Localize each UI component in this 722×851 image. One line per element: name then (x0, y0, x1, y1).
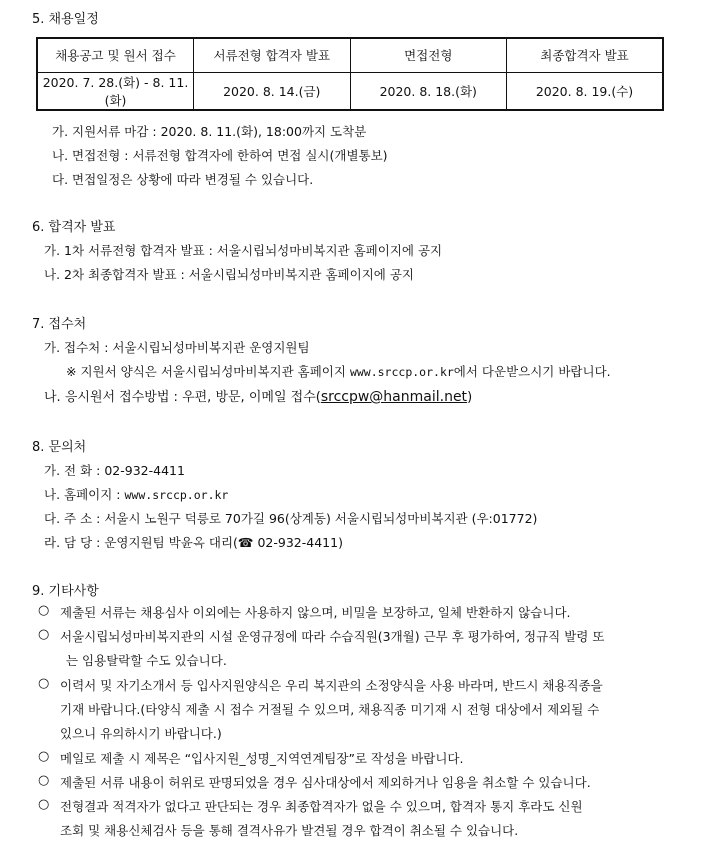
schedule-header-cell: 서류전형 합격자 발표 (194, 38, 351, 72)
s9-item-line: 제출된 서류는 채용심사 이외에는 사용하지 않으며, 비밀을 보장하고, 일체 반환하지 않습니다. (60, 605, 571, 620)
s9-item-line: 전형결과 적격자가 없다고 판단되는 경우 최종합격자가 없을 수 있으며, 합격자 통지 후라도 신원 (60, 799, 583, 814)
section-5-title: 5. 채용일정 (32, 12, 99, 27)
s8-phone-row (44, 461, 185, 479)
bullet-circle-icon: ○ (38, 749, 50, 764)
phone-label: 가. 전 화 : (44, 463, 101, 478)
address-value: 서울시 노원구 덕릉로 70가길 96(상계동) 서울시립뇌성마비복지관 (우:01772) (104, 511, 538, 526)
contact-phone: 02-932-4411) (257, 535, 343, 550)
phone-icon: ☎ (237, 535, 254, 550)
section-8-title: 8. 문의처 (32, 440, 87, 455)
section-6-title: 6. 합격자 발표 (32, 220, 116, 235)
s9-item (60, 601, 678, 625)
bullet-circle-icon: ○ (38, 797, 50, 812)
s9-item-line: 메일로 제출 시 제목은 “입사지원_성명_지역연계팀장”로 작성을 바랍니다. (60, 751, 464, 766)
s9-item (60, 625, 678, 673)
s9-item-line: 는 임용탈락할 수도 있습니다. (66, 653, 227, 668)
s6-item: 가. 1차 서류전형 합격자 발표 : 서울시립뇌성마비복지관 홈페이지에 공지 (44, 243, 443, 258)
schedule-header-row (37, 38, 663, 72)
schedule-value-row (37, 72, 663, 110)
note-text: ※ 지원서 양식은 서울시립뇌성마비복지관 홈페이지 (66, 364, 346, 379)
bullet-circle-icon: ○ (38, 676, 50, 691)
s9-item (60, 771, 678, 795)
schedule-header-cell: 최종합격자 발표 (507, 38, 664, 72)
section-9-title: 9. 기타사항 (32, 584, 99, 599)
address-label: 다. 주 소 : (44, 511, 101, 526)
s9-item-line: 서울시립뇌성마비복지관의 시설 운영규정에 따라 수습직원(3개월) 근무 후 평가하여, 정규직 발령 또 (60, 629, 605, 644)
s9-item-line: 조회 및 채용신체검사 등을 통해 결격사유가 발견될 경우 합격이 취소될 수 있습니다. (60, 823, 519, 838)
schedule-header-cell: 채용공고 및 원서 접수 (37, 38, 194, 72)
s9-item-line: 제출된 서류 내용이 허위로 판명되었을 경우 심사대상에서 제외하거나 임용을 취소할 수 있습니다. (60, 775, 591, 790)
schedule-header-cell: 면접전형 (350, 38, 507, 72)
s9-item-line: 있으니 유의하시기 바랍니다.) (60, 726, 222, 741)
contact-person: 운영지원팀 박윤옥 대리( (104, 535, 238, 550)
s9-item (60, 674, 678, 746)
email-link[interactable]: srccpw@hanmail.net (320, 389, 468, 405)
homepage-url[interactable]: www.srccp.or.kr (124, 488, 229, 502)
s5-note: 나. 면접전형 : 서류전형 합격자에 한하여 면접 실시(개별통보) (52, 148, 388, 163)
section-7-title: 7. 접수처 (32, 317, 87, 332)
schedule-value-cell: 2020. 7. 28.(화) - 8. 11.(화) (37, 72, 194, 110)
s9-item-line: 이력서 및 자기소개서 등 입사지원양식은 우리 복지관의 소정양식을 사용 바라며, 반드시 채용직종을 (60, 678, 603, 693)
phone-value: 02-932-4411 (104, 463, 185, 478)
note-text: 에서 다운받으시기 바랍니다. (453, 364, 611, 379)
s8-address-row (44, 509, 537, 527)
s8-contact-row (44, 533, 343, 551)
submit-method-text: ) (467, 390, 473, 405)
s7-form-note (66, 362, 611, 380)
bullet-circle-icon: ○ (38, 603, 50, 618)
homepage-label: 나. 홈페이지 : (44, 487, 121, 502)
s9-item (60, 795, 678, 843)
s7-item-2 (44, 386, 472, 405)
contact-label: 라. 담 당 : (44, 535, 101, 550)
s9-item (60, 747, 678, 771)
s8-homepage-row (44, 485, 228, 503)
submit-method-text: 나. 응시원서 접수방법 : 우편, 방문, 이메일 접수( (44, 390, 321, 405)
schedule-value-cell: 2020. 8. 19.(수) (507, 72, 664, 110)
s9-item-line: 기재 바랍니다.(타양식 제출 시 접수 거절될 수 있으며, 채용직종 미기재 시 전형 대상에서 제외될 수 (60, 702, 600, 717)
schedule-table (36, 37, 664, 111)
schedule-value-cell: 2020. 8. 18.(화) (350, 72, 507, 110)
homepage-link[interactable]: www.srccp.or.kr (349, 365, 454, 379)
s5-note: 가. 지원서류 마감 : 2020. 8. 11.(화), 18:00까지 도착분 (52, 124, 367, 139)
bullet-circle-icon: ○ (38, 627, 50, 642)
s6-item: 나. 2차 최종합격자 발표 : 서울시립뇌성마비복지관 홈페이지에 공지 (44, 267, 414, 282)
schedule-value-cell: 2020. 8. 14.(금) (194, 72, 351, 110)
s5-note: 다. 면접일정은 상황에 따라 변경될 수 있습니다. (52, 172, 314, 187)
s7-item-1: 가. 접수처 : 서울시립뇌성마비복지관 운영지원팀 (44, 340, 310, 355)
bullet-circle-icon: ○ (38, 773, 50, 788)
